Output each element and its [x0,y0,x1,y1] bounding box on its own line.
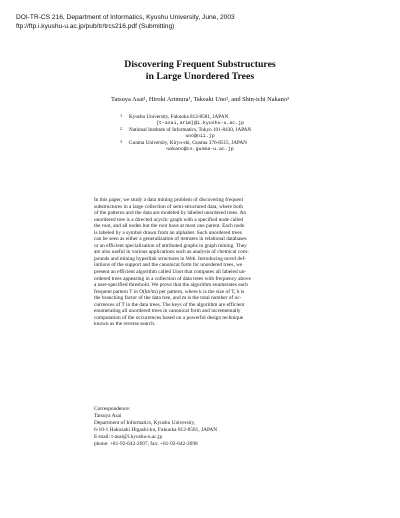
author-list: Tatsuya Asai¹, Hiroki Arimura¹, Takeaki Uno², and Shin-ichi Nakano³ [111,96,289,103]
abstract-line: known as the reverse search. [94,321,156,328]
abstract-line: In this paper, we study a data mining problem of discovering frequent [94,197,244,203]
abstract-line: of the patterns and the data are modeled by labeled unordered trees. An [94,210,247,217]
abstract-line: unordered tree is a directed acyclic graph with a specified node called [94,216,244,223]
correspondence-name: Tatsuya Asai [94,412,122,419]
abstract-line: initions of the support and the canonical form for unordered trees, we [94,262,243,269]
abstract-line: can be seen as either a generalization of itemsets in relational databases [94,236,247,243]
affiliation-number: 2 [120,126,123,131]
abstract-line: computation of the occurrences based on a powerful design technique [94,314,244,321]
correspondence-department: Department of Informatics, Kyushu University, [94,419,196,426]
affiliation-email: {t-asai,arim}@i.kyushu-u.ac.jp [155,120,245,126]
affiliation-2 [120,127,320,140]
affiliation-number: 1 [120,113,123,118]
abstract-line: a user-specified threshold. We prove that the algorithm enumerates each [94,282,248,289]
abstract-line: pounds and mining hyperlink structures in Web. Introducing novel def- [94,255,247,262]
abstract-line: the branching factor of the data tree, and m is the total number of oc- [94,295,242,302]
abstract-line: enumerating all unordered trees in canonical form and incrementally [94,308,241,315]
abstract-line: present an efficient algorithm called Unot that computes all labeled un- [94,269,247,276]
correspondence-phone: phone: +81-92-642-2697, fax: +81-92-642-2698 [94,440,198,447]
abstract-line: frequent pattern T in O(kb²m) per pattern, where k is the size of T, b is [94,288,245,295]
correspondence-block [94,406,314,447]
correspondence-email: E-mail: t-asai@i.kyushu-u.ac.jp [94,433,163,440]
paper-title-line-2: in Large Unordered Trees [145,71,255,82]
affiliation-address: National Institute of Informatics, Tokyo 101-8430, JAPAN [129,127,252,133]
abstract-line: ordered trees appearing in a collection of data trees with frequency above [94,275,251,282]
abstract-line: or an efficient specialization of attributed graphs in graph mining. They [94,242,247,249]
affiliation-1 [120,114,320,127]
abstract-line: currences of T in the data trees. The keys of the algorithm are efficient [94,301,245,308]
correspondence-heading: Correspondence: [94,406,131,412]
affiliation-number: 3 [120,139,123,144]
abstract-line: substructures in a large collection of semi-structured data, where both [94,203,243,210]
correspondence-address: 6-10-1 Hakozaki Higashi-ku, Fukuoka 812-8581, JAPAN [94,426,218,433]
report-id-line: DOI-TR-CS 216, Department of Informatics, Kyushu University, June, 2003 [16,14,235,21]
paper-title-line-1: Discovering Frequent Substructures [124,59,276,70]
affiliation-email: nakano@cs.gunma-u.ac.jp [166,146,234,152]
affiliation-address: Gunma University, Kiryu-shi, Gunma 376-8515, JAPAN [129,140,247,146]
affiliation-address: Kyushu University, Fukuoka 812-8581, JAPAN [129,114,229,120]
abstract-line: the root, and all nodes but the root have at most one parent. Each node [94,223,245,230]
report-header [0,0,400,36]
affiliation-email: uno@nii.jp [185,133,215,139]
report-url-line: ftp://ftp.i.kyushu-u.ac.jp/pub/tr/trcs216.pdf (Submitting) [16,23,175,30]
abstract-line: are also useful in various applications such as analysis of chemical com- [94,249,249,256]
affiliation-3 [120,140,320,153]
abstract-line: is labeled by a symbol drawn from an alphabet. Such unordered trees [94,229,242,236]
abstract [94,197,306,328]
